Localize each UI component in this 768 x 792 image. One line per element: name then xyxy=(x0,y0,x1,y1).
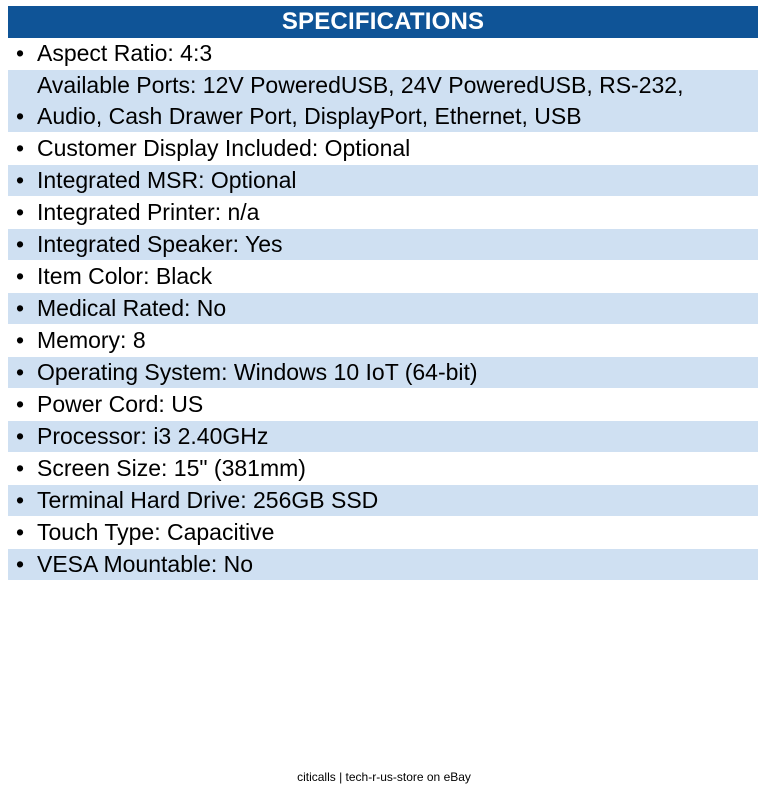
spec-text: Terminal Hard Drive: 256GB SSD xyxy=(37,487,379,513)
spec-row-touch-type xyxy=(8,517,758,549)
bullet-icon: • xyxy=(16,487,25,513)
bullet-icon: • xyxy=(16,263,25,289)
bullet-icon: • xyxy=(16,391,25,417)
spec-text: Customer Display Included: Optional xyxy=(37,135,411,161)
bullet-icon: • xyxy=(16,295,25,321)
bullet-icon: • xyxy=(16,359,25,385)
footer-credit: citicalls | tech-r-us-store on eBay xyxy=(297,770,471,784)
spec-row-integrated-speaker xyxy=(8,229,758,261)
spec-text: Memory: 8 xyxy=(37,327,146,353)
bullet-icon: • xyxy=(16,231,25,257)
bullet-icon: • xyxy=(16,455,25,481)
spec-text: Touch Type: Capacitive xyxy=(37,519,275,545)
spec-text: Medical Rated: No xyxy=(37,295,227,321)
spec-text: VESA Mountable: No xyxy=(37,551,254,577)
spec-row-power-cord xyxy=(8,389,758,421)
spec-text: Screen Size: 15" (381mm) xyxy=(37,455,306,481)
bullet-icon: • xyxy=(16,519,25,545)
spec-row-screen-size xyxy=(8,453,758,485)
spec-row-vesa-mountable xyxy=(8,549,758,581)
spec-text: Item Color: Black xyxy=(37,263,213,289)
spec-row-available-ports xyxy=(8,70,758,133)
bullet-icon: • xyxy=(16,135,25,161)
bullet-icon: • xyxy=(16,199,25,225)
spec-row-processor xyxy=(8,421,758,453)
spec-text: Aspect Ratio: 4:3 xyxy=(37,40,213,66)
bullet-icon: • xyxy=(16,327,25,353)
bullet-icon: • xyxy=(16,551,25,577)
spec-row-medical-rated xyxy=(8,293,758,325)
spec-row-terminal-hard-drive xyxy=(8,485,758,517)
spec-text: Power Cord: US xyxy=(37,391,204,417)
spec-text: Operating System: Windows 10 IoT (64-bit) xyxy=(37,359,478,385)
bullet-icon: • xyxy=(16,40,25,66)
spec-row-customer-display xyxy=(8,133,758,165)
spec-text: Integrated Speaker: Yes xyxy=(37,231,283,257)
bullet-icon: • xyxy=(16,103,25,129)
spec-text: Integrated Printer: n/a xyxy=(37,199,260,225)
specifications-panel xyxy=(8,6,758,581)
spec-text: Available Ports: 12V PoweredUSB, 24V PoweredUSB, RS-232, Audio, Cash Drawer Port, DisplayPort, Ethernet, USB xyxy=(37,72,684,129)
spec-row-aspect-ratio xyxy=(8,38,758,70)
spec-list xyxy=(8,38,758,581)
spec-row-item-color xyxy=(8,261,758,293)
spec-row-integrated-msr xyxy=(8,165,758,197)
spec-text: Processor: i3 2.40GHz xyxy=(37,423,269,449)
spec-row-operating-system xyxy=(8,357,758,389)
spec-row-memory xyxy=(8,325,758,357)
specifications-title: SPECIFICATIONS xyxy=(8,6,758,38)
spec-text: Integrated MSR: Optional xyxy=(37,167,297,193)
bullet-icon: • xyxy=(16,423,25,449)
bullet-icon: • xyxy=(16,167,25,193)
spec-row-integrated-printer xyxy=(8,197,758,229)
